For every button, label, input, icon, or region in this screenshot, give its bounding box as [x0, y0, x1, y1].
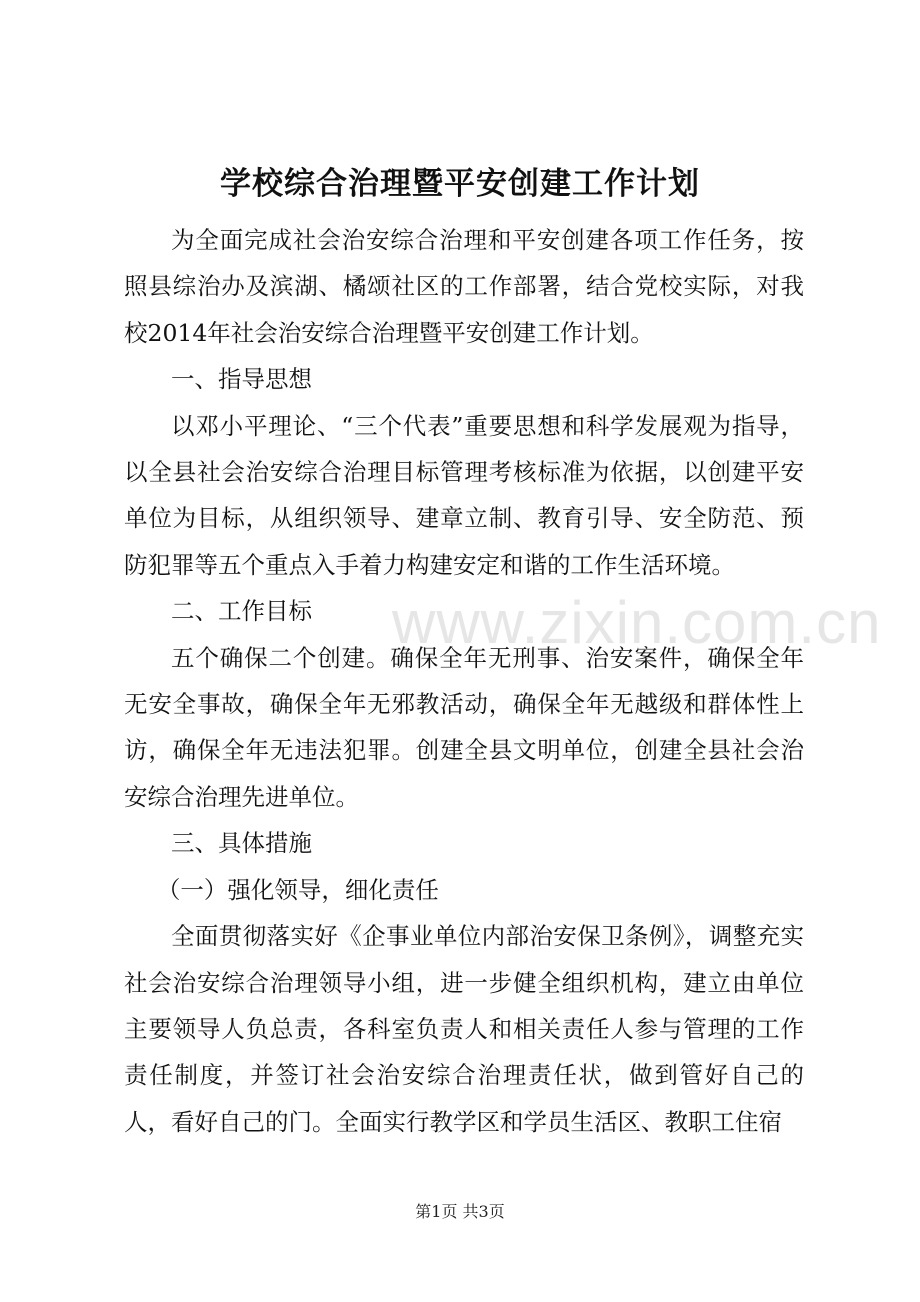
section-heading-work-goals: 二、工作目标 [171, 597, 312, 626]
leadership-paragraph: 全面贯彻落实好《企事业单位内部治安保卫条例》，调整充实社会治安综合治理领导小组，进一步健全组织机构，建立由单位主要领导人负总责，各科室负责人和相关责任人参与管理的工作责任制度，并签订社会治安综合治理责任状，做到管好自己的人，看好自己的门。全面实行教学区和学员生活区、教职工住宿 [124, 922, 804, 1136]
section-heading-guiding-ideology: 一、指导思想 [171, 365, 312, 394]
subsection-heading-leadership: （一）强化领导，细化责任 [156, 875, 439, 904]
document-body [124, 217, 804, 1145]
document-title: 学校综合治理暨平安创建工作计划 [220, 166, 700, 202]
page-footer: 第1页 共3页 [415, 1202, 505, 1221]
intro-paragraph: 为全面完成社会治安综合治理和平安创建各项工作任务，按照县综治办及滨湖、橘颂社区的工作部署，结合党校实际，对我校2014年社会治安综合治理暨平安创建工作计划。 [124, 226, 804, 347]
watermark: www.zixin.com.cn [392, 589, 882, 656]
guiding-ideology-paragraph: 以邓小平理论、“三个代表”重要思想和科学发展观为指导，以全县社会治安综合治理目标管理考核标准为依据，以创建平安单位为目标，从组织领导、建章立制、教育引导、安全防范、预防犯罪等五个重点入手着力构建安定和谐的工作生活环境。 [124, 411, 804, 579]
work-goals-paragraph: 五个确保二个创建。确保全年无刑事、治安案件，确保全年无安全事故，确保全年无邪教活动，确保全年无越级和群体性上访，确保全年无违法犯罪。创建全县文明单位，创建全县社会治安综合治理先进单位。 [124, 643, 804, 811]
section-heading-measures: 三、具体措施 [171, 829, 312, 858]
